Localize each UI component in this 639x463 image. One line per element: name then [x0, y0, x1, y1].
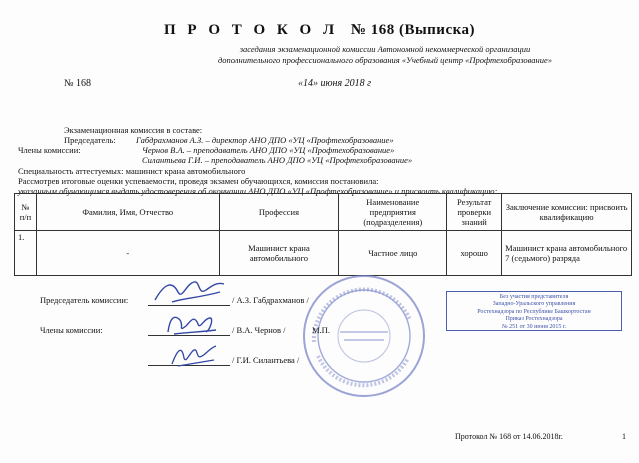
sign-member-2-name: / Г.И. Силантьева /: [232, 355, 300, 365]
sign-member-1-name: / В.А. Чернов /: [232, 325, 286, 335]
header-number: № п/п: [15, 194, 37, 231]
table-header-row: [15, 194, 632, 231]
member-1-value: Чернов В.А. – преподаватель АНО ДПО «УЦ «Профтехобразование»: [142, 145, 395, 155]
decision-line: указанным обучающимся выдать удостоверения об окончании АНО ДПО «УЦ «Профтехобразование» и присвоить квалификацию:: [18, 186, 498, 196]
stamp-line-3: Ростехнадзора по Республике Башкортостан: [477, 308, 591, 315]
header-name: Фамилия, Имя, Отчество: [36, 194, 219, 231]
header-enterprise: Наименование предприятия (подразделения): [339, 194, 447, 231]
member-1-signature: [150, 306, 230, 338]
header-conclusion: Заключение комиссии: присвоить квалификацию: [502, 194, 632, 231]
subtitle-line-2: дополнительного профессионального образования «Учебный центр «Профтехобразование»: [217, 55, 553, 65]
stamp-line-4: Приказ Ростехнадзора: [505, 316, 563, 323]
header-profession: Профессия: [219, 194, 339, 231]
seal-mark: М.П.: [312, 325, 330, 335]
members-label: Члены комиссии:: [18, 145, 81, 155]
cell-name: -: [36, 231, 219, 276]
sign-chair-label: Председатель комиссии:: [40, 295, 129, 305]
header-result: Результат проверки знаний: [447, 194, 502, 231]
title-word: П Р О Т О К О Л: [163, 22, 339, 38]
cell-profession: Машинист крана автомобильного: [219, 231, 339, 276]
sign-members-label: Члены комиссии:: [40, 325, 103, 335]
table-row: [15, 231, 632, 276]
considered-line: Рассмотрев итоговые оценки успеваемости, проведя экзамен обучающихся, комиссия постановила:: [18, 176, 379, 186]
title-number: № 168 (Выписка): [350, 22, 476, 38]
round-seal-stamp: [300, 272, 428, 400]
member-2-value: Силантьева Г.И. – преподаватель АНО ДПО «УЦ «Профтехобразование»: [142, 155, 413, 165]
rectangular-stamp: [446, 291, 622, 331]
stamp-line-2: Западно-Уральского управления: [492, 301, 576, 308]
chair-value: Габдрахманов А.З. – директор АНО ДПО «УЦ «Профтехобразование»: [136, 135, 394, 145]
cell-conclusion: Машинист крана автомобильного 7 (седьмого) разряда: [502, 231, 632, 276]
protocol-date: «14» июня 2018 г: [298, 78, 372, 89]
sign-chair-name: / А.З. Габдрахманов /: [232, 295, 309, 305]
document-title: [0, 22, 639, 39]
footer-text: Протокол № 168 от 14.06.2018г.: [455, 432, 563, 441]
stamp-line-5: № 251 от 30 июня 2015 г.: [501, 323, 567, 330]
cell-result: хорошо: [447, 231, 502, 276]
chair-label: Председатель:: [64, 135, 116, 145]
stamp-line-1: Без участия представителя: [499, 294, 569, 300]
cell-number: 1.: [15, 231, 37, 276]
protocol-number: № 168: [64, 78, 92, 89]
qualification-table: [14, 193, 632, 276]
specialty-line: Специальность аттестуемых: машинист крана автомобильного: [18, 166, 246, 176]
commission-intro: Экзаменационная комиссия в составе:: [64, 125, 203, 135]
page-number: 1: [622, 432, 626, 441]
chair-signature: [150, 274, 230, 308]
cell-enterprise: Частное лицо: [339, 231, 447, 276]
subtitle-line-1: заседания экзаменационной комиссии Автономной некоммерческой организации: [239, 44, 531, 54]
member-2-signature: [164, 340, 224, 370]
